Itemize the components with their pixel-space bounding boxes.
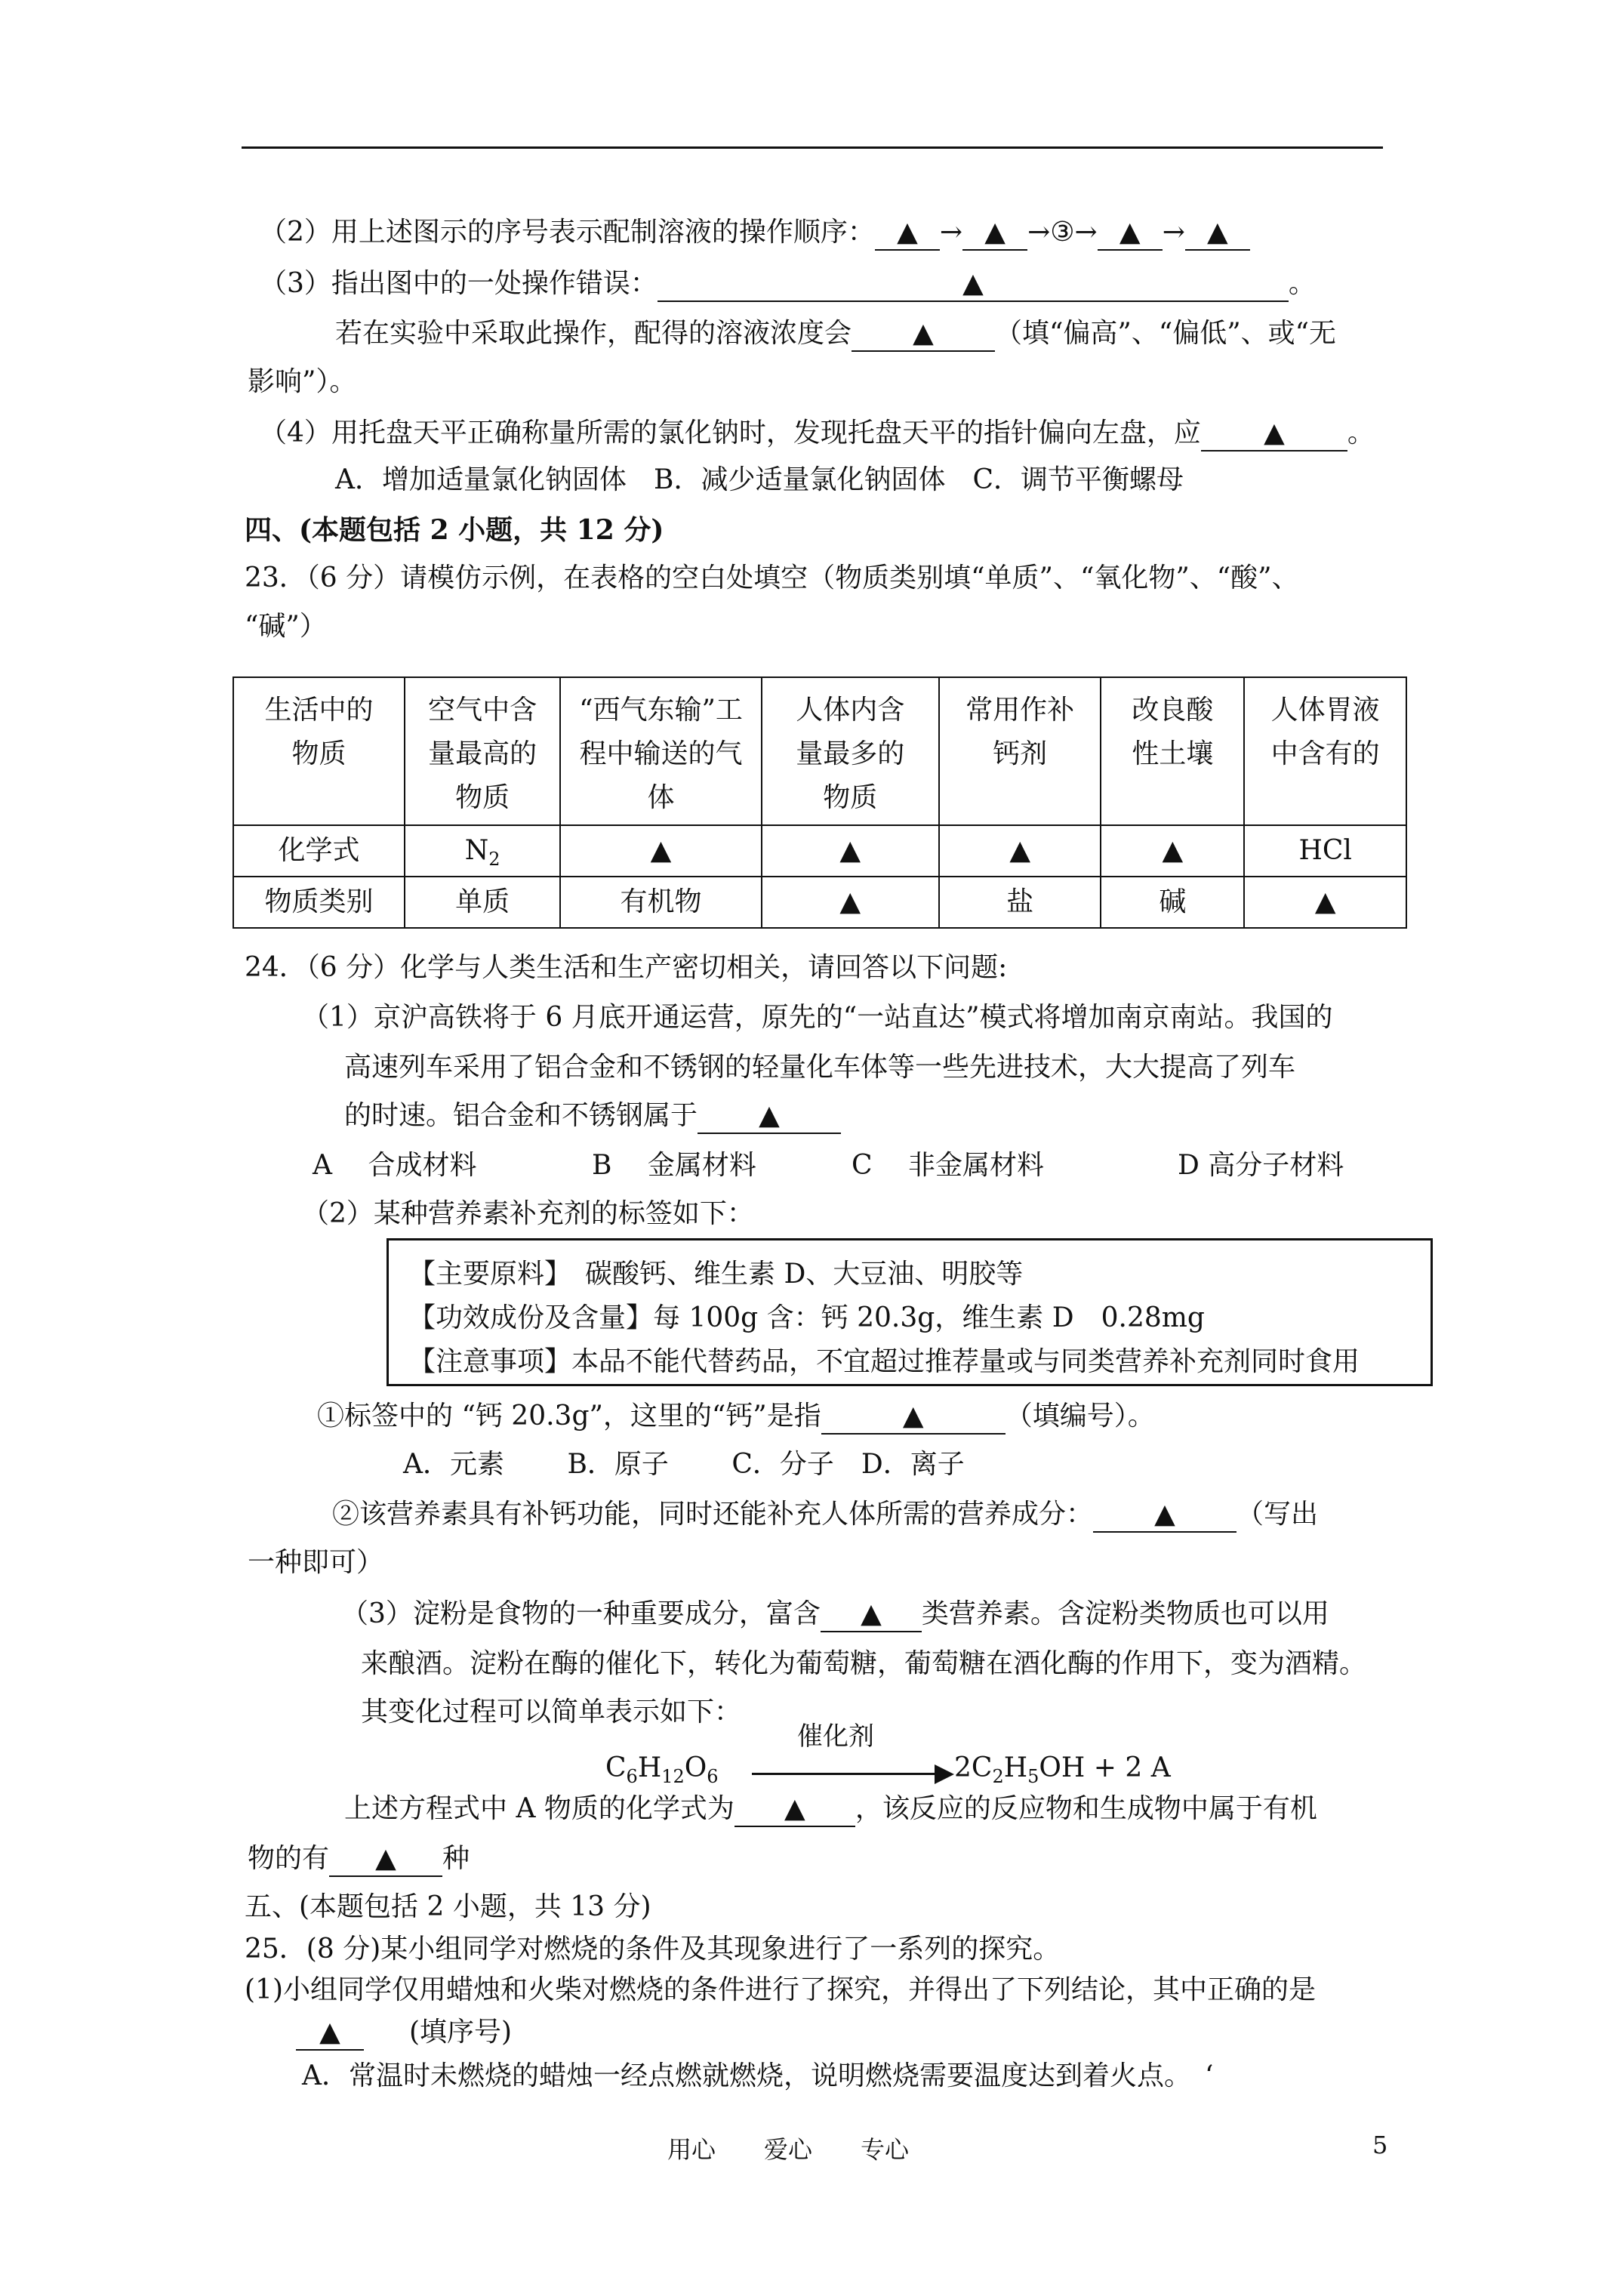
table-answer-cell[interactable]: ▲ xyxy=(762,877,939,928)
page-number: 5 xyxy=(1372,2131,1388,2159)
answer-blank[interactable] xyxy=(1093,1498,1236,1533)
table-cell: 改良酸 性土壤 xyxy=(1101,677,1244,825)
q24-option-d: D 高分子材料 xyxy=(1178,1150,1344,1181)
q25-part1-line1: (1)小组同学仅用蜡烛和火柴对燃烧的条件进行了探究，并得出了下列结论，其中正确的是 xyxy=(245,1974,1316,2005)
blank-marker: ▲ xyxy=(1207,217,1228,248)
q24-part1-line1: （1）京沪高铁将于 6 月底开通运营，原先的“一站直达”模式将增加南京南站。我国的 xyxy=(302,1002,1333,1033)
answer-blank[interactable] xyxy=(852,317,995,352)
q24-part3-text: （3）淀粉是食物的一种重要成分，富含 xyxy=(341,1598,821,1629)
q22-followup-text: 若在实验中采取此操作，配得的溶液浓度会 xyxy=(335,318,852,349)
blank-marker: ▲ xyxy=(1119,217,1141,248)
q24-sub1-options: A．元素 B．原子 C．分子 D．离子 xyxy=(403,1449,965,1480)
table-cell: 碱 xyxy=(1101,877,1244,928)
reaction-arrow-icon xyxy=(752,1773,941,1775)
answer-blank[interactable] xyxy=(329,1842,442,1877)
answer-blank[interactable] xyxy=(296,2016,364,2051)
label-caution: 【注意事项】本品不能代替药品，不宜超过推荐量或与同类营养补充剂同时食用 xyxy=(408,1346,1360,1377)
answer-blank[interactable] xyxy=(1098,216,1163,251)
blank-marker: ▲ xyxy=(319,2017,340,2048)
q22-part3-line xyxy=(260,266,1316,302)
answer-blank[interactable] xyxy=(821,1598,922,1632)
q24-part1-line3 xyxy=(344,1098,841,1134)
blank-marker: ▲ xyxy=(759,1100,780,1131)
table-answer-cell[interactable]: ▲ xyxy=(1244,877,1406,928)
q24-part1-line2: 高速列车采用了铝合金和不锈钢的轻量化车体等一些先进技术，大大提高了列车 xyxy=(344,1052,1296,1083)
blank-marker: ▲ xyxy=(375,1843,396,1874)
q24-sub2-text: ②该营养素具有补钙功能，同时还能补充人体所需的营养成分： xyxy=(332,1499,1094,1530)
blank-marker: ▲ xyxy=(784,1793,805,1824)
q22-part2-line xyxy=(260,214,1250,251)
table-answer-cell[interactable]: ▲ xyxy=(560,825,761,877)
arrow-text: → xyxy=(1162,217,1185,248)
answer-blank[interactable] xyxy=(658,267,1289,302)
footer-motto: 用心 爱心 专心 xyxy=(667,2135,910,2164)
q24-part3-count-end: 种 xyxy=(442,1843,470,1874)
table-cell: HCl xyxy=(1244,825,1406,877)
table-cell: 化学式 xyxy=(233,825,405,877)
q24-option-c: C 非金属材料 xyxy=(852,1150,1044,1181)
table-cell: 生活中的 物质 xyxy=(233,677,405,825)
q24-sub2-cont: 一种即可） xyxy=(248,1547,384,1578)
reaction-arrowhead-icon xyxy=(935,1764,954,1784)
q24-sub2-hint: （写出 xyxy=(1236,1499,1319,1530)
answer-blank[interactable] xyxy=(962,216,1027,251)
q25-stem: 25．(8 分)某小组同学对燃烧的条件及其现象进行了一系列的探究。 xyxy=(245,1934,1061,1965)
blank-marker: ▲ xyxy=(897,217,918,248)
blank-marker: ▲ xyxy=(1154,1499,1175,1530)
q24-part3-text-end: 类营养素。含淀粉类物质也可以用 xyxy=(921,1598,1329,1629)
answer-blank[interactable] xyxy=(875,216,940,251)
table-row-class xyxy=(233,877,1406,928)
q24-part3-line2: 来酿酒。淀粉在酶的催化下，转化为葡萄糖，葡萄糖在酒化酶的作用下，变为酒精。 xyxy=(361,1648,1367,1679)
q22-part2-text: （2）用上述图示的序号表示配制溶液的操作顺序： xyxy=(260,217,875,248)
supplement-label-box xyxy=(387,1238,1433,1386)
equation-left: $C_6H_{12}O_6$ xyxy=(605,1752,719,1787)
table-cell: 单质 xyxy=(405,877,560,928)
table-answer-cell[interactable]: ▲ xyxy=(939,825,1101,877)
q24-part3-count-text: 物的有 xyxy=(248,1843,330,1874)
q24-part3-line4 xyxy=(344,1791,1317,1827)
q24-part2-line: （2）某种营养素补充剂的标签如下： xyxy=(302,1198,754,1229)
table-cell: “西气东输”工 程中输送的气 体 xyxy=(560,677,761,825)
table-answer-cell[interactable]: ▲ xyxy=(762,825,939,877)
q23-stem: 23．（6 分）请模仿示例，在表格的空白处填空（物质类别填“单质”、“氧化物”、“酸”、 xyxy=(245,562,1299,593)
q24-part3-formula-end: ，该反应的反应物和生成物中属于有机 xyxy=(855,1793,1317,1824)
q25-hint: (填序号) xyxy=(409,2017,513,2048)
punctuation: 。 xyxy=(1347,418,1375,448)
q25-option-a: A．常温时未燃烧的蜡烛一经点燃就燃烧，说明燃烧需要温度达到着火点。 ‘ xyxy=(302,2060,1214,2091)
substance-table xyxy=(233,676,1407,929)
q24-sub1-text: ①标签中的 “钙 20.3g”，这里的“钙”是指 xyxy=(317,1401,821,1432)
blank-marker: ▲ xyxy=(861,1598,882,1629)
blank-marker: ▲ xyxy=(913,318,934,349)
table-answer-cell[interactable]: ▲ xyxy=(1101,825,1244,877)
label-ingredients: 【主要原料】 碳酸钙、维生素 D、大豆油、明胶等 xyxy=(408,1259,1024,1290)
punctuation: 。 xyxy=(1288,268,1316,299)
table-row-formula xyxy=(233,825,1406,877)
q23-stem-cont: “碱”） xyxy=(245,611,327,642)
answer-blank[interactable] xyxy=(1201,417,1347,451)
table-cell: $N_2$ xyxy=(405,825,560,877)
arrow-text: →③→ xyxy=(1027,217,1098,248)
q24-stem: 24．（6 分）化学与人类生活和生产密切相关，请回答以下问题: xyxy=(245,952,1008,983)
blank-marker: ▲ xyxy=(984,217,1006,248)
arrow-text: → xyxy=(939,217,963,248)
q24-sub2-line xyxy=(332,1496,1318,1533)
blank-marker: ▲ xyxy=(1264,418,1285,448)
q22-part4-line xyxy=(260,415,1375,451)
answer-blank[interactable] xyxy=(735,1792,855,1827)
q22-followup-hint: （填“偏高”、“偏低”、或“无 xyxy=(995,318,1337,349)
table-cell: 人体内含 量最多的 物质 xyxy=(762,677,939,825)
q24-part3-formula-text: 上述方程式中 A 物质的化学式为 xyxy=(344,1793,735,1824)
q22-part3-followup xyxy=(335,316,1336,352)
q22-part4-text: （4）用托盘天平正确称量所需的氯化钠时，发现托盘天平的指针偏向左盘，应 xyxy=(260,418,1201,448)
answer-blank[interactable] xyxy=(1185,216,1250,251)
answer-blank[interactable] xyxy=(821,1400,1006,1435)
q24-option-a: A 合成材料 xyxy=(313,1150,477,1181)
q24-option-b: B 金属材料 xyxy=(592,1150,756,1181)
q22-options: A．增加适量氯化钠固体 B．减少适量氯化钠固体 C．调节平衡螺母 xyxy=(335,464,1184,495)
blank-marker: ▲ xyxy=(902,1401,924,1432)
q24-part3-line3: 其变化过程可以简单表示如下： xyxy=(361,1697,742,1727)
q24-part1-text: 的时速。铝合金和不锈钢属于 xyxy=(344,1100,698,1131)
blank-marker: ▲ xyxy=(962,268,984,299)
table-cell: 物质类别 xyxy=(233,877,405,928)
answer-blank[interactable] xyxy=(698,1099,841,1134)
equation-catalyst: 催化剂 xyxy=(797,1721,874,1752)
q22-part3-followup-cont: 影响”）。 xyxy=(248,366,357,397)
label-content: 【功效成份及含量】每 100g 含：钙 20.3g，维生素 D 0.28mg xyxy=(408,1302,1205,1333)
q22-part3-text: （3）指出图中的一处操作错误： xyxy=(260,268,658,299)
table-cell: 有机物 xyxy=(560,877,761,928)
equation-right: $2C_2H_5OH + 2$ A xyxy=(954,1752,1171,1787)
table-cell: 盐 xyxy=(939,877,1101,928)
q24-part3-line1 xyxy=(341,1596,1329,1632)
section5-heading: 五、(本题包括 2 小题，共 13 分) xyxy=(245,1891,651,1922)
section4-heading: 四、(本题包括 2 小题，共 12 分) xyxy=(245,514,664,546)
table-header-row xyxy=(233,677,1406,825)
table-cell: 空气中含 量最高的 物质 xyxy=(405,677,560,825)
header-rule xyxy=(242,146,1383,149)
q24-part3-line5 xyxy=(248,1841,470,1877)
q24-sub1-hint: （填编号）。 xyxy=(1005,1401,1155,1432)
table-cell: 常用作补 钙剂 xyxy=(939,677,1101,825)
table-cell: 人体胃液 中含有的 xyxy=(1244,677,1406,825)
q24-sub1-line xyxy=(317,1398,1155,1435)
q25-part1-line2 xyxy=(296,2014,512,2051)
